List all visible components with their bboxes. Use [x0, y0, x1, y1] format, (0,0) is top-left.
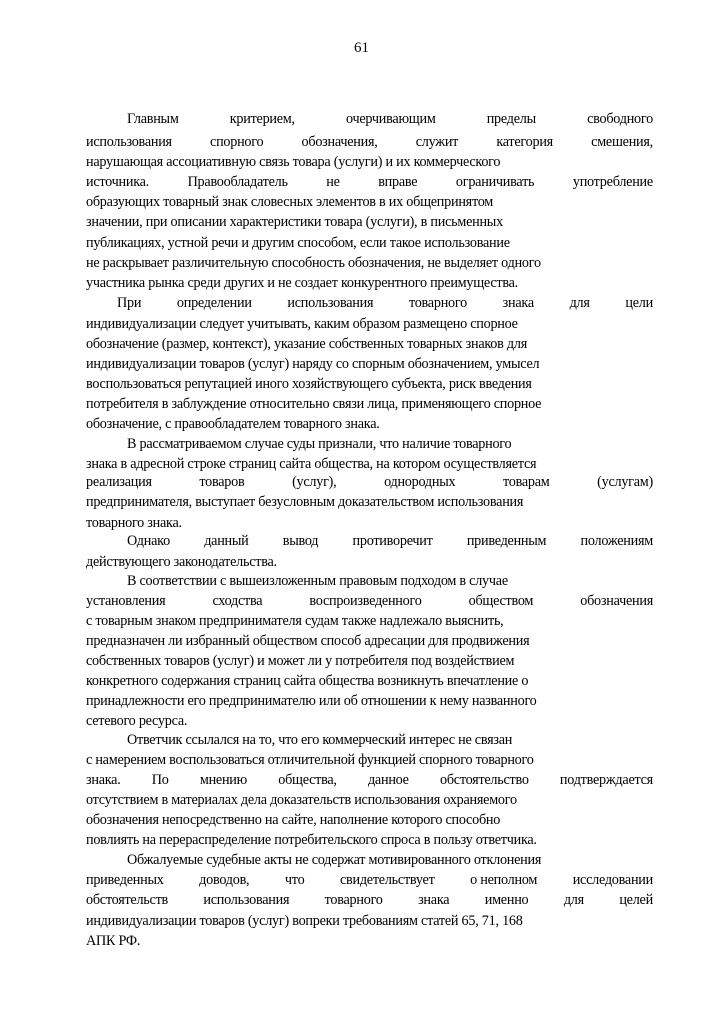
- text-line: участника рынка среди других и не создает конкурентного преимущества.: [86, 275, 518, 291]
- word: Главным: [127, 111, 179, 127]
- word: о неполном: [470, 872, 538, 888]
- page-number: 61: [354, 40, 369, 56]
- text-line: отсутствием в материалах дела доказательств использования охраняемого: [86, 792, 517, 808]
- word: (услуг),: [292, 474, 337, 490]
- text-line: не раскрывает различительную способность обозначения, не выделяет одного: [86, 255, 541, 271]
- text-line: принадлежности его предпринимателю или об отношении к нему названного: [86, 693, 537, 709]
- word: мнению: [199, 772, 247, 788]
- word: данное: [367, 772, 409, 788]
- word: свободного: [587, 111, 653, 127]
- word: ограничивать: [455, 174, 535, 190]
- text-line: обозначение (размер, контекст), указание собственных товарных знаков для: [86, 336, 527, 352]
- word: источника.: [86, 174, 149, 190]
- text-line: индивидуализации следует учитывать, каким образом размещено спорное: [86, 316, 518, 332]
- text-line: обозначение, с правообладателем товарного знака.: [86, 416, 380, 432]
- word: воспроизведенного: [309, 593, 422, 609]
- word: именно: [484, 892, 529, 908]
- word: установления: [86, 593, 166, 609]
- word: для: [569, 295, 590, 311]
- word: товарам: [502, 474, 550, 490]
- text-line: [117, 294, 653, 313]
- text-line: собственных товаров (услуг) и может ли у потребителя под воздействием: [86, 653, 515, 669]
- text-line: нарушающая ассоциативную связь товара (услуги) и их коммерческого: [86, 154, 501, 170]
- word: (услугам): [597, 474, 653, 490]
- word: определении: [176, 295, 252, 311]
- word: исследовании: [572, 872, 653, 888]
- word: вывод: [282, 533, 319, 549]
- word: товарного: [408, 295, 467, 311]
- word: служит: [415, 134, 459, 150]
- word: приведенным: [466, 533, 547, 549]
- word: общества,: [278, 772, 337, 788]
- word: обозначения: [580, 593, 653, 609]
- text-line: знака в адресной строке страниц сайта общества, на котором осуществляется: [86, 456, 537, 472]
- word: Правообладатель: [187, 174, 288, 190]
- text-line: [86, 592, 653, 611]
- text-line: В соответствии с вышеизложенным правовым подходом в случае: [127, 573, 508, 589]
- word: критерием,: [229, 111, 295, 127]
- text-line: предназначен ли избранный обществом способ адресации для продвижения: [86, 633, 530, 649]
- word: доводов,: [199, 872, 250, 888]
- word: смешения,: [591, 134, 653, 150]
- word: товаров: [199, 474, 245, 490]
- word: вправе: [378, 174, 418, 190]
- word: приведенных: [86, 872, 164, 888]
- word: свидетельствует: [340, 872, 435, 888]
- word: товарного: [324, 892, 383, 908]
- text-line: действующего законодательства.: [86, 554, 277, 570]
- word: знака: [502, 295, 534, 311]
- text-line: с намерением воспользоваться отличительной функцией спорного товарного: [86, 752, 534, 768]
- text-line: образующих товарный знак словесных элементов в их общепринятом: [86, 194, 494, 210]
- word: противоречит: [352, 533, 433, 549]
- word: обществом: [468, 593, 534, 609]
- text-line: индивидуализации товаров (услуг) вопреки требованиям статей 65, 71, 168: [86, 913, 523, 929]
- text-line: В рассматриваемом случае суды признали, что наличие товарного: [127, 436, 512, 452]
- word: целей: [619, 892, 653, 908]
- text-line: значении, при описании характеристики товара (услуги), в письменных: [86, 214, 503, 230]
- word: спорного: [210, 134, 264, 150]
- text-line: с товарным знаком предпринимателя судам также надлежало выяснить,: [86, 613, 504, 629]
- word: категория: [496, 134, 553, 150]
- text-line: сетевого ресурса.: [86, 713, 188, 729]
- text-line: индивидуализации товаров (услуг) наряду со спорным обозначением, умысел: [86, 356, 540, 372]
- word: положениям: [580, 533, 653, 549]
- text-line: конкретного содержания страниц сайта общества возникнуть впечатление о: [86, 673, 529, 689]
- word: однородных: [384, 474, 456, 490]
- word: По: [151, 772, 169, 788]
- word: употребление: [572, 174, 653, 190]
- word: использования: [203, 892, 290, 908]
- word: знака: [418, 892, 450, 908]
- text-line: [86, 771, 653, 790]
- word: данный: [204, 533, 249, 549]
- text-line: [86, 173, 653, 192]
- word: знака.: [86, 772, 121, 788]
- word: не: [326, 174, 340, 190]
- text-line: [86, 891, 653, 910]
- text-line: [127, 532, 653, 551]
- text-line: Ответчик ссылался на то, что его коммерческий интерес не связан: [127, 732, 513, 748]
- word: обстоятельство: [439, 772, 529, 788]
- word: сходства: [212, 593, 263, 609]
- word: Однако: [127, 533, 170, 549]
- word: обозначения,: [301, 134, 378, 150]
- word: подтверждается: [559, 772, 653, 788]
- word: для: [563, 892, 584, 908]
- text-line: [86, 133, 653, 152]
- word: что: [284, 872, 305, 888]
- word: обстоятельств: [86, 892, 168, 908]
- text-line: товарного знака.: [86, 515, 182, 531]
- word: пределы: [486, 111, 536, 127]
- text-line: воспользоваться репутацией иного хозяйствующего субъекта, риск введения: [86, 376, 532, 392]
- word: цели: [625, 295, 653, 311]
- text-line: [86, 473, 653, 492]
- text-line: [127, 110, 653, 129]
- word: реализация: [86, 474, 152, 490]
- text-line: потребителя в заблуждение относительно связи лица, применяющего спорное: [86, 396, 542, 412]
- text-line: [86, 871, 653, 890]
- text-line: повлиять на перераспределение потребительского спроса в пользу ответчика.: [86, 832, 537, 848]
- text-line: АПК РФ.: [86, 933, 141, 949]
- word: очерчивающим: [346, 111, 436, 127]
- word: использования: [287, 295, 374, 311]
- word: При: [117, 295, 142, 311]
- text-line: предпринимателя, выступает безусловным доказательством использования: [86, 494, 524, 510]
- text-line: Обжалуемые судебные акты не содержат мотивированного отклонения: [127, 852, 542, 868]
- text-line: обозначения непосредственно на сайте, наполнение которого способно: [86, 812, 501, 828]
- text-line: публикациях, устной речи и другим способом, если такое использование: [86, 235, 510, 251]
- word: использования: [86, 134, 172, 150]
